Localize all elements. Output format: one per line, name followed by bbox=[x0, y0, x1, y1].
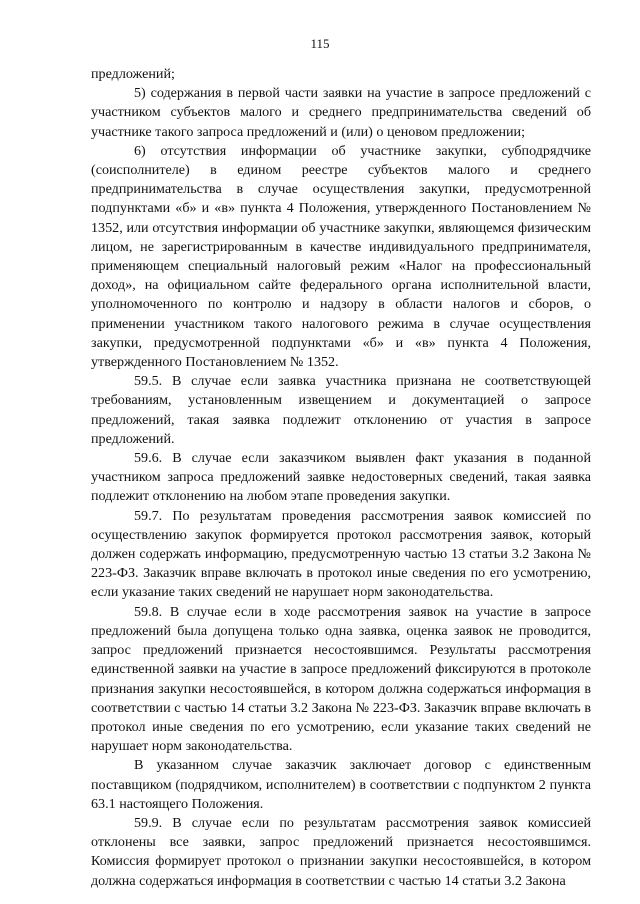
page-number: 115 bbox=[310, 36, 330, 51]
paragraph-p5: 5) содержания в первой части заявки на участие в запросе предложений с участником субъектов малого и среднего предпринимательства сведений об участнике такого запроса предложений и (или) о ценовом предложении; bbox=[91, 85, 591, 140]
paragraph-p59-8: 59.8. В случае если в ходе рассмотрения заявок на участие в запросе предложений была допущена только одна заявка, оценка заявок не проводится, запрос предложений признается несостоявшимся. Результаты рассмотрения единственной заявки на участие в запросе предложений фиксируются в протоколе признания закупки несостоявшейся, в котором должна содержаться информация в соответствии с частью 14 статьи 3.2 Закона № 223-ФЗ. Заказчик вправе включать в протокол иные сведения по его усмотрению, если указание таких сведений не нарушает норм законодательства. bbox=[91, 603, 591, 755]
paragraph-p59-7: 59.7. По результатам проведения рассмотрения заявок комиссией по осуществлению закупок формируется протокол рассмотрения заявок, который должен содержать информацию, предусмотренную частью 13 статьи 3.2 Закона № 223-ФЗ. Заказчик вправе включать в протокол иные сведения по его усмотрению, если указание таких сведений не нарушает норм законодательства. bbox=[91, 507, 591, 601]
paragraph-p-cont: предложений; bbox=[91, 66, 175, 82]
document-body bbox=[91, 65, 591, 891]
paragraph-p59-5: 59.5. В случае если заявка участника признана не соответствующей требованиям, установленным извещением и документацией о запросе предложений, такая заявка подлежит отклонению от участия в запросе предложений. bbox=[91, 373, 591, 447]
paragraph-p59-6: 59.6. В случае если заказчиком выявлен факт указания в поданной участником запроса предложений заявке недостоверных сведений, такая заявка подлежит отклонению на любом этапе проведения закупки. bbox=[91, 450, 591, 505]
paragraph-p59-9: 59.9. В случае если по результатам рассмотрения заявок комиссией отклонены все заявки, запрос предложений признается несостоявшимся. Комиссия формирует протокол о признании закупки несостоявшейся, в котором должна содержаться информация в соответствии с частью 14 статьи 3.2 Закона bbox=[91, 814, 591, 889]
paragraph-p-indicated: В указанном случае заказчик заключает договор с единственным поставщиком (подрядчиком, исполнителем) в соответствии с подпунктом 2 пункта 63.1 настоящего Положения. bbox=[91, 757, 591, 812]
paragraph-p6: 6) отсутствия информации об участнике закупки, субподрядчике (соисполнителе) в едином реестре субъектов малого и среднего предпринимательства в случае осуществления закупки, предусмотренной подпунктами «б» и «в» пункта 4 Положения, утвержденного Постановлением № 1352, или отсутствия информации об участнике закупки, являющемся физическим лицом, не зарегистрированным в качестве индивидуального предпринимателя, применяющем специальный налоговый режим «Налог на профессиональный доход», на официальном сайте федерального органа исполнительной власти, уполномоченного по контролю и надзору в области налогов и сборов, о применении участником такого налогового режима в случае осуществления закупки, предусмотренной подпунктами «б» и «в» пункта 4 Положения, утвержденного Постановлением № 1352. bbox=[91, 142, 591, 371]
